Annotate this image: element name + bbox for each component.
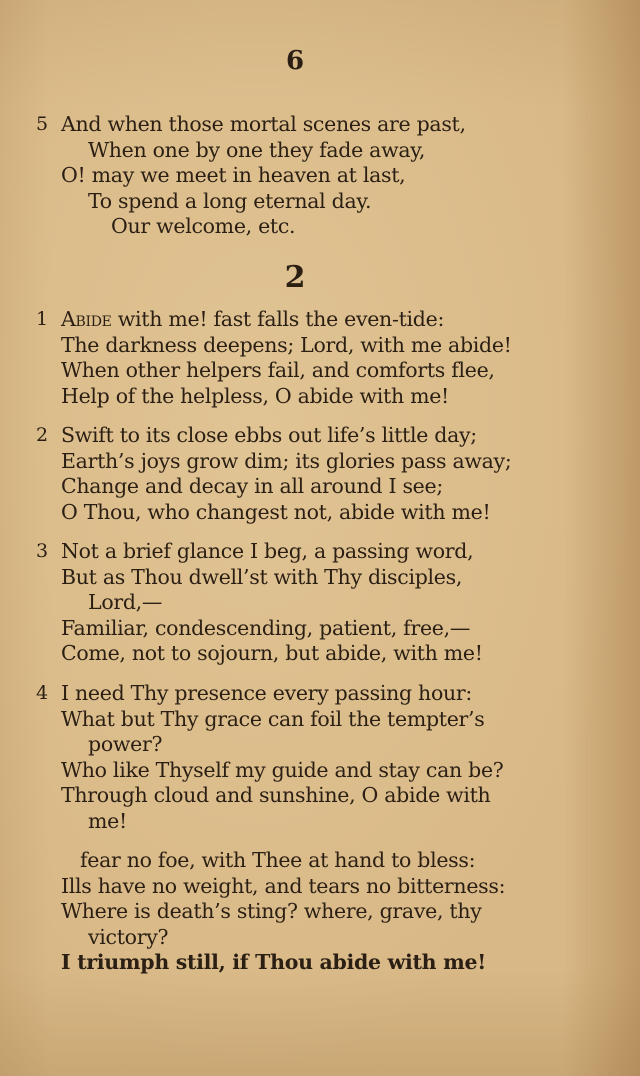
stanza-line bbox=[36, 641, 576, 667]
line-text: Familiar, condescending, patient, free,— bbox=[61, 615, 471, 640]
stanza-line bbox=[36, 307, 576, 333]
stanza-line bbox=[36, 189, 576, 215]
stanza-line bbox=[36, 732, 576, 758]
line-text: I triumph still, if Thou abide with me! bbox=[61, 950, 486, 974]
line-text: I need Thy presence every passing hour: bbox=[61, 681, 473, 705]
line-text bbox=[61, 307, 444, 333]
stanza-line bbox=[36, 539, 576, 565]
line-text: Through cloud and sunshine, O abide with bbox=[61, 783, 491, 807]
line-text: O! may we meet in heaven at last, bbox=[61, 163, 406, 187]
stanza-line bbox=[36, 809, 576, 835]
verse-number: 2 bbox=[36, 424, 48, 446]
line-text: And when those mortal scenes are past, bbox=[61, 112, 466, 136]
line-text: Help of the helpless, O abide with me! bbox=[61, 383, 449, 408]
stanza-line bbox=[36, 565, 576, 591]
line-text: When one by one they fade away, bbox=[88, 137, 426, 162]
line-text: Earth’s joys grow dim; its glories pass away; bbox=[61, 448, 512, 473]
stanza-line bbox=[36, 950, 576, 976]
line-text: When other helpers fail, and comforts flee, bbox=[61, 358, 495, 382]
line-text: me! bbox=[88, 808, 127, 833]
line-text: Who like Thyself my guide and stay can be? bbox=[61, 757, 504, 782]
line-text: Ills have no weight, and tears no bitterness: bbox=[61, 873, 506, 898]
page-number: 6 bbox=[285, 46, 305, 76]
hymn-stanza-4 bbox=[36, 681, 576, 834]
line-text: Our welcome, etc. bbox=[111, 214, 296, 238]
line-text: Come, not to sojourn, but abide, with me! bbox=[61, 641, 483, 665]
hymn-stanza-5 bbox=[36, 848, 576, 976]
stanza-line bbox=[36, 474, 576, 500]
verse-number: 1 bbox=[36, 308, 48, 330]
stanza-line bbox=[36, 899, 576, 925]
stanza-line bbox=[36, 112, 576, 138]
stanza-line bbox=[36, 333, 576, 359]
stanza-line bbox=[36, 848, 576, 874]
line-text: Not a brief glance I beg, a passing word, bbox=[61, 539, 474, 563]
line-text: Where is death’s sting? where, grave, thy bbox=[61, 899, 482, 923]
line-text: But as Thou dwell’st with Thy disciples, bbox=[61, 564, 463, 589]
stanza-line bbox=[36, 423, 576, 449]
hymn-stanza-1 bbox=[36, 307, 576, 409]
stanza-line bbox=[36, 783, 576, 809]
line-text: Change and decay in all around I see; bbox=[61, 474, 443, 498]
line-text: To spend a long eternal day. bbox=[88, 188, 372, 213]
stanza-line bbox=[36, 449, 576, 475]
stanza-line bbox=[36, 500, 576, 526]
stanza-line bbox=[36, 874, 576, 900]
stanza-line bbox=[36, 681, 576, 707]
previous-hymn-stanza-5 bbox=[36, 112, 576, 240]
stanza-line bbox=[36, 925, 576, 951]
hymn-stanza-2 bbox=[36, 423, 576, 525]
stanza-line bbox=[36, 590, 576, 616]
line-text: O Thou, who changest not, abide with me! bbox=[61, 499, 491, 524]
line-text: The darkness deepens; Lord, with me abide! bbox=[61, 332, 512, 357]
line-text: victory? bbox=[88, 924, 169, 949]
stanza-line bbox=[36, 214, 576, 240]
stanza-line bbox=[36, 384, 576, 410]
stanza-line bbox=[36, 163, 576, 189]
line-text: What but Thy grace can foil the tempter’s bbox=[61, 706, 485, 731]
hymn-number: 2 bbox=[284, 260, 306, 295]
stanza-line bbox=[36, 138, 576, 164]
line-text: Lord,— bbox=[88, 590, 163, 614]
line-text: Swift to its close ebbs out life’s little day; bbox=[61, 423, 477, 447]
stanza-line bbox=[36, 707, 576, 733]
stanza-line bbox=[36, 616, 576, 642]
verse-number: 4 bbox=[36, 682, 48, 704]
hymn-stanza-3 bbox=[36, 539, 576, 667]
stanza-line bbox=[36, 358, 576, 384]
verse-number: 5 bbox=[36, 113, 48, 135]
line-text: fear no foe, with Thee at hand to bless: bbox=[80, 848, 476, 872]
first-line-rest: with me! fast falls the even-tide: bbox=[117, 307, 445, 331]
stanza-line bbox=[36, 758, 576, 784]
first-word: Abide bbox=[61, 307, 112, 331]
line-text: power? bbox=[88, 732, 163, 756]
verse-number: 3 bbox=[36, 540, 48, 562]
